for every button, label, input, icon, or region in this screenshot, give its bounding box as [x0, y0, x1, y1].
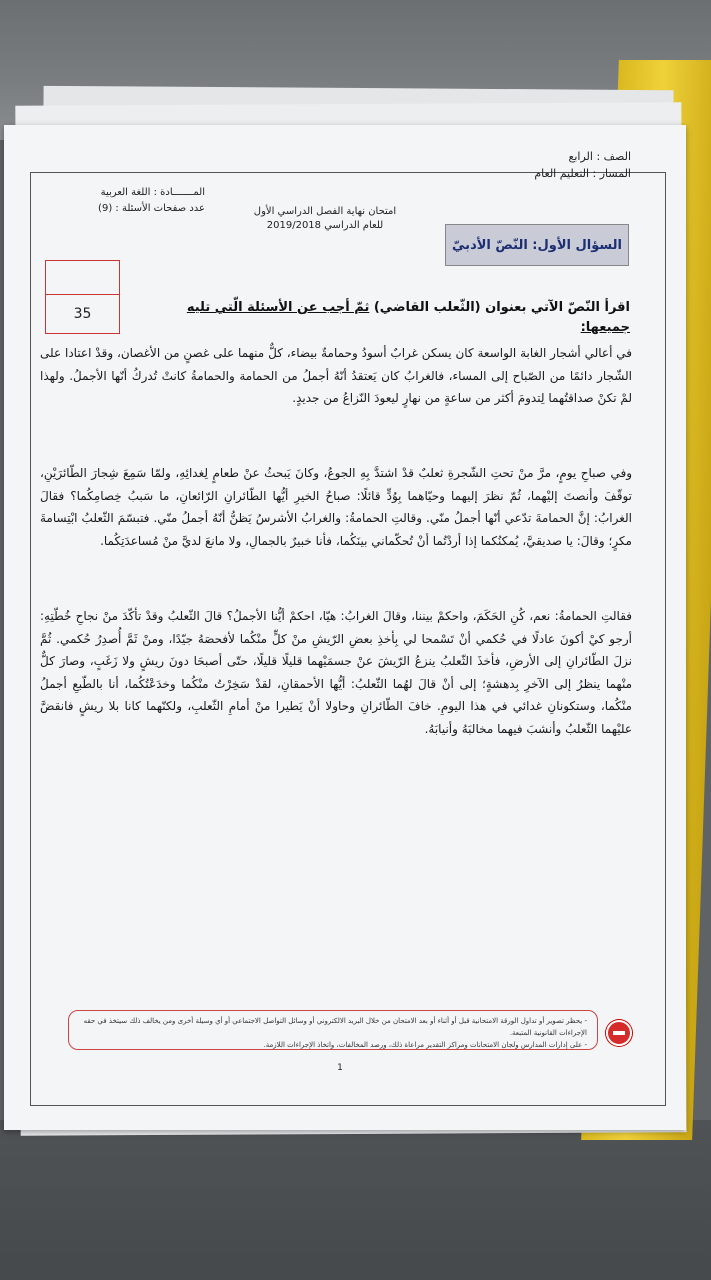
subject-label: المـــــــادة : اللغة العربية: [100, 187, 205, 198]
pages-count: عدد صفحات الأسئلة : (9): [98, 203, 205, 214]
instruction-suffix: ثمّ أجب عن الأسئلة الّتي تليه جميعها:: [186, 300, 630, 335]
score-box: [45, 260, 120, 334]
exam-title: امتحان نهاية الفصل الدراسي الأول: [253, 206, 397, 217]
warning-notice: [68, 1010, 598, 1050]
header-grade-track: [491, 148, 631, 182]
score-empty-cell: [46, 261, 119, 295]
header-exam-info: [250, 205, 400, 233]
story-paragraph-1: في أعالي أشجار الغابة الواسعة كان يسكن غرابٌ أسودُ وحمامةٌ بيضاء، كلٌّ منهما على غصنٍ من الأغصان، وقدْ اعتادا على الشّجار دائمًا من الصّباح إلى المساء، فالغرابُ كان يَعتقدُ أنّهُ أجملُ من الحمامة والحمامةُ كانتْ تُدركُ أنّها الأجملُ. ولهذا لمْ تكنْ صداقتُهما لِتدومَ أكثر من ساعةٍ من نهارٍ ليعودَ النّزاعُ من جديدٍ.: [40, 346, 632, 405]
reading-instruction: [165, 298, 630, 338]
notice-line-1: - يحظر تصوير أو تداول الورقة الامتحانية قبل أو أثناء أو بعد الامتحان من خلال البريد الالكتروني أو وسائل التواصل الاجتماعي أو أي وسيلة أخرى ومن يخالف ذلك سيتخذ في حقه الإجراءات القانونية المتبعة.: [83, 1017, 587, 1037]
story-paragraph-3: فقالتِ الحمامةُ: نعم، كُنِ الحَكَمَ، واحكمْ بيننا، وقالَ الغرابُ: هيّا، احكمْ أيُّنا الأجملُ؟ قالَ الثّعلبُ وقدْ تأكّدَ منْ نجاحِ خُطّتِهِ: أرجو كيْ أكونَ عادلًا في حُكمي أنْ تَسْمحا لي بِأخذِ بعضِ الرّيشِ منْ كلٍّ منْكُما لأفحصَهُ جيّدًا، ومنْ ثَمَّ أُصدِرُ حُكمي. ثُمَّ نزلَ الطّائرانِ إلى الأرضِ، فأخذَ الثّعلبُ ينزعُ الرّيشَ عنْ جسمَيْهما قليلًا قليلًا، حتّى أصبحَا دونَ ريشٍ ولا زَغَبٍ، وصارَ كلٌّ منْهما ينظرُ إلى الآخرِ بِدهشةٍ؛ إلى أنْ قالَ لهُما الثّعلبُ: أيُّها الأحمقانِ، لقدْ سَخِرْتُ منْكُما وخدَعْتُكُما، أنا بالطّبعِ أجملُ منْكُما، وستكونانِ غدائي في هذا اليومِ. خافَ الطّائرانِ وحاولا أنْ يَطيرا منْ أمامِ الثّعلبِ، ولكنّهما كانا بلا ريشٍ فانقضَّ عليْهما الثّعلبُ وأنشبَ فيهما مخالبَهُ وأنيابَهُ.: [40, 609, 632, 736]
table-surface-bottom: [0, 1120, 711, 1280]
instruction-prefix: اقرأ النّصّ الآتي بعنوان (الثّعلب القاضي): [369, 300, 630, 315]
question-title: السؤال الأول: النّصّ الأدبيّ: [445, 224, 629, 266]
notice-line-2: - على إدارات المدارس ولجان الامتحانات ومراكز التقدير مراعاة ذلك، ورصد المخالفات، واتخاذ الإجراءات اللازمة.: [263, 1041, 587, 1049]
grade-label: الصف : الرابع: [568, 150, 631, 163]
exam-year: للعام الدراسي 2019/2018: [266, 220, 384, 231]
stop-sign-icon: [606, 1020, 632, 1046]
story-paragraph-2: وفي صباحِ يومٍ، مرَّ منْ تحتِ الشّجرةِ ثعلبٌ قدْ اشتدَّ بِهِ الجوعُ، وكانَ يَبحثُ عنْ طعامٍ لِغدائِهِ، ولمّا سَمِعَ شِجارَ الطّائرَيْنِ، توقّفَ وأنصتَ إليْهما، ثُمّ نظرَ إليهما وحيّاهما بِوُدٍّ قائلًا: صباحُ الخيرِ أيُّها الطّائرانِ الرّائعانِ، ما سَببُ خِصامِكُما؟ فقالَ الغرابُ: إنَّ الحمامةَ تدّعي أنّها أجملُ منّي. وقالتِ الحمامةُ: والغرابُ الأشرسُ يَظنُّ أنّهُ أجملُ منّي. فتبسّمَ الثّعلبُ ابْتِسامةَ مكرٍ؛ وقالَ: يا صديقيَّ، يُمكنُكما إذا أردْتُما أنْ تُحكّماني بينَكُما، فأنا خبيرٌ بالجمالِ، ولا مانعَ لديَّ منْ مُساعدَتِكُما.: [40, 466, 632, 548]
header-subject: [45, 185, 205, 217]
score-value: 35: [73, 306, 92, 322]
page-number: 1: [337, 1063, 343, 1073]
track-label: المسار : التعليم العام: [534, 167, 631, 180]
